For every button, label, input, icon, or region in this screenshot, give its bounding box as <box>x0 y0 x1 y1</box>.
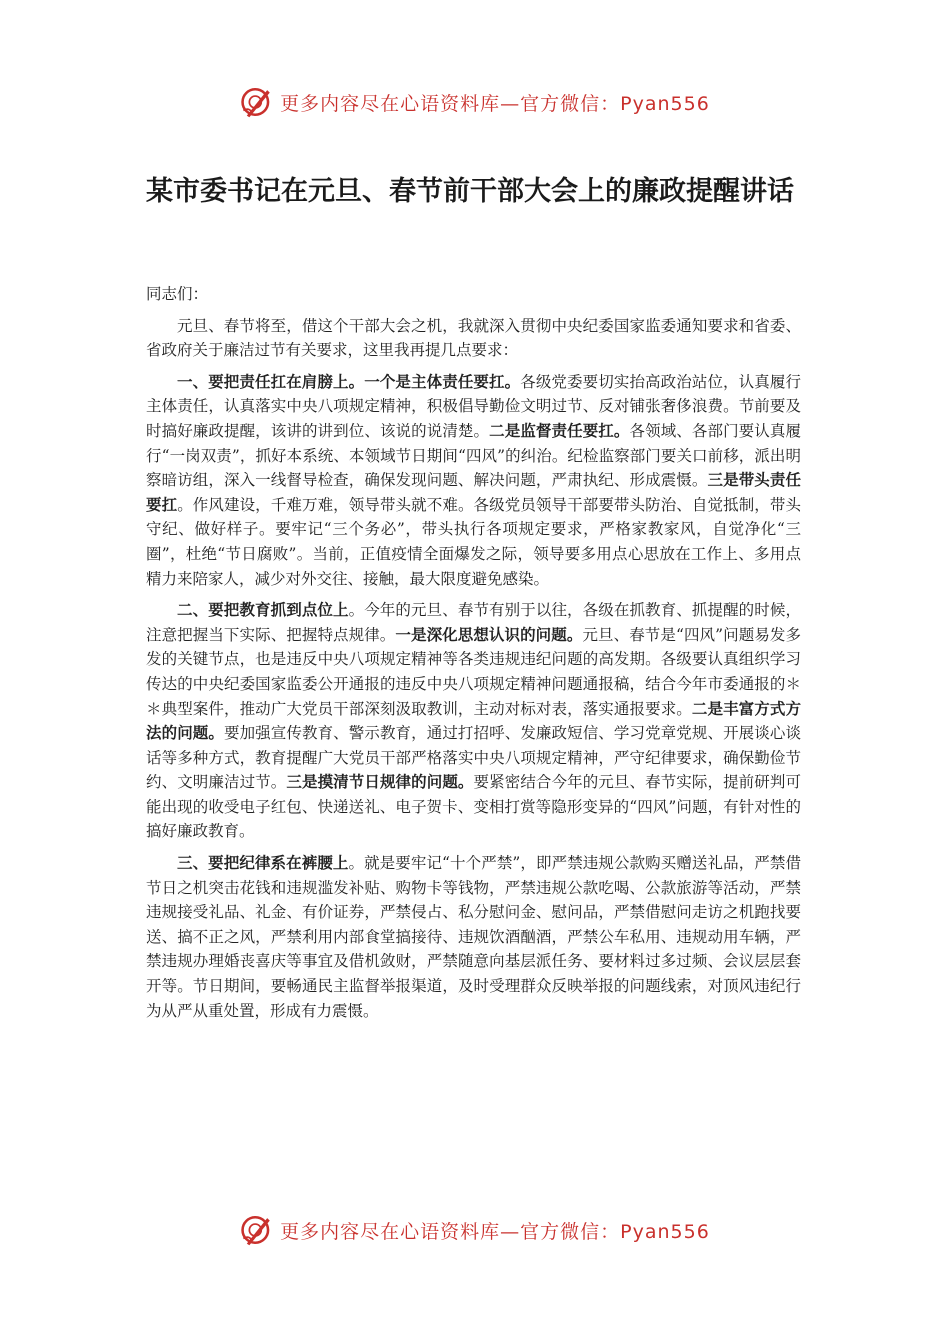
banner-text: 更多内容尽在心语资料库—官方微信：Pyan556 <box>280 92 710 115</box>
section-3-heading: 三、要把纪律系在裤腰上 <box>177 853 349 873</box>
document-title: 某市委书记在元旦、春节前干部大会上的廉政提醒讲话 <box>146 176 794 207</box>
section-3-paragraph: 三、要把纪律系在裤腰上。就是要牢记“十个严禁”，即严禁违规公款购买赠送礼品，严禁借节日之机突击花钱和违规滥发补贴、购物卡等钱物，严禁违规公款吃喝、公款旅游等活动，严禁违规接受礼品、礼金、有价证券，严禁侵占、私分慰问金、慰问品，严禁借慰问走访之机跑找要送、搞不正之风，严禁利用内部食堂搞接待、违规饮酒酗酒，严禁公车私用、违规动用车辆，严禁违规办理婚丧喜庆等事宜及借机敛财，严禁随意向基层派任务、要材料过多过频、会议层层套开等。节日期间，要畅通民主监督举报渠道，及时受理群众反映举报的问题线索，对顶风违纪行为从严从重处置，形成有力震慑。 <box>146 853 801 1020</box>
pen-circle-logo-icon <box>240 85 274 119</box>
section-1-paragraph: 一、要把责任扛在肩膀上。一个是主体责任要扛。各级党委要切实抬高政治站位，认真履行主体责任，认真落实中央八项规定精神，积极倡导勤俭文明过节、反对铺张奢侈浪费。节前要及时搞好廉政提醒，该讲的讲到位、该说的说清楚。二是监督责任要扛。各领域、各部门要认真履行“一岗双责”，抓好本系统、本领域节日期间“四风”的纠治。纪检监察部门要关口前移，派出明察暗访组，深入一线督导检查，确保发现问题、解决问题，严肃执纪、形成震慑。三是带头责任要扛。作风建设，千难万难，领导带头就不难。各级党员领导干部要带头防治、自觉抵制，带头守纪、做好样子。要牢记“三个务必”，带头执行各项规定要求，严格家教家风，自觉净化“三圈”，杜绝“节日腐败”。当前，正值疫情全面爆发之际，领导要多用点心思放在工作上、多用点精力来陪家人，减少对外交往、接触，最大限度避免感染。 <box>146 371 801 588</box>
section-2-sub-1: 一是深化思想认识的问题。 <box>395 624 583 644</box>
wechat-id: Pyan556 <box>620 92 710 115</box>
salutation: 同志们： <box>146 285 209 303</box>
section-1-sub-2: 二是监督责任要扛。 <box>489 420 630 440</box>
section-1-sub-1: 一个是主体责任要扛。 <box>364 371 521 391</box>
section-1-sub-3: 三是带头责任要扛 <box>146 470 801 514</box>
intro-paragraph: 元旦、春节将至，借这个干部大会之机，我就深入贯彻中央纪委国家监委通知要求和省委、省政府关于廉洁过节有关要求，这里我再提几点要求： <box>146 316 801 360</box>
footer-banner <box>0 1210 950 1250</box>
section-1-heading: 一、要把责任扛在肩膀上。 <box>177 371 365 391</box>
section-2-sub-3: 三是摸清节日规律的问题。 <box>286 772 474 792</box>
pen-circle-logo-icon <box>240 1213 274 1247</box>
document-body <box>146 282 801 1030</box>
banner-text: 更多内容尽在心语资料库—官方微信：Pyan556 <box>280 1220 710 1243</box>
section-2-sub-2: 二是丰富方式方法的问题。 <box>146 698 801 743</box>
header-banner <box>0 82 950 122</box>
wechat-id: Pyan556 <box>620 1220 710 1243</box>
section-2-paragraph: 二、要把教育抓到点位上。今年的元旦、春节有别于以往，各级在抓教育、抓提醒的时候，注意把握当下实际、把握特点规律。一是深化思想认识的问题。元旦、春节是“四风”问题易发多发的关键节点，也是违反中央八项规定精神等各类违规违纪问题的高发期。各级要认真组织学习传达的中央纪委国家监委公开通报的违反中央八项规定精神问题通报稿，结合今年市委通报的＊＊典型案件，推动广大党员干部深刻汲取教训，主动对标对表，落实通报要求。二是丰富方式方法的问题。要加强宣传教育、警示教育，通过打招呼、发廉政短信、学习党章党规、开展谈心谈话等多种方式，教育提醒广大党员干部严格落实中央八项规定精神，严守纪律要求，确保勤俭节约、文明廉洁过节。三是摸清节日规律的问题。要紧密结合今年的元旦、春节实际，提前研判可能出现的收受电子红包、快递送礼、电子贺卡、变相打赏等隐形变异的“四风”问题，有针对性的搞好廉政教育。 <box>146 600 801 841</box>
section-2-heading: 二、要把教育抓到点位上 <box>177 600 349 620</box>
